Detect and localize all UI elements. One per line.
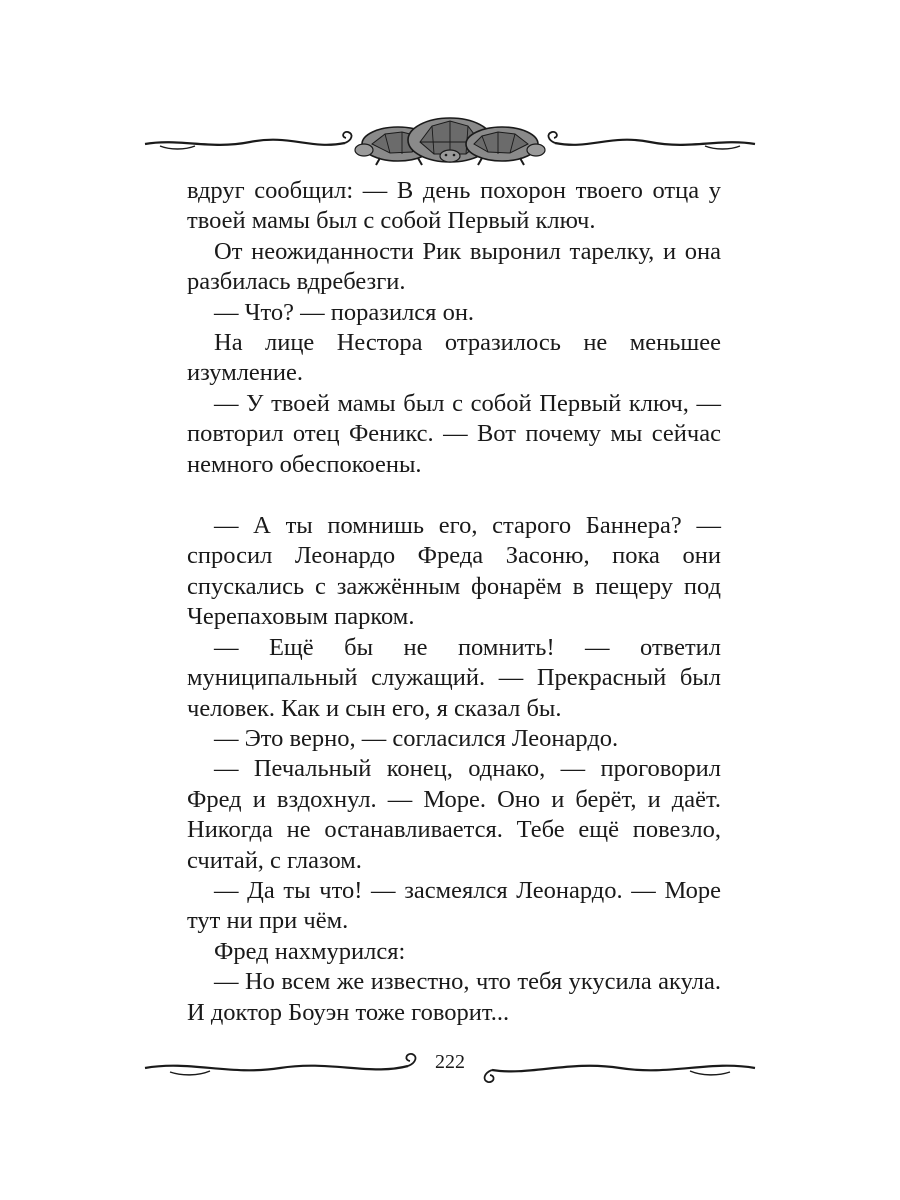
paragraph: — Но всем же известно, что тебя укусила акула. И доктор Боуэн тоже говорит... xyxy=(187,968,721,1026)
page-number: 222 xyxy=(435,1051,465,1073)
paragraph: Фред нахмурился: xyxy=(214,937,406,965)
turtle-right-icon xyxy=(466,127,545,165)
paragraph: — А ты помнишь его, старого Баннера? — спросил Леонардо Фреда Засоню, пока они спускались с зажжённым фонарём в пещеру под Черепаховым парком. xyxy=(187,512,721,631)
turtle-flourish-icon xyxy=(140,110,760,170)
paragraph: На лице Нестора отразилось не меньшее изумление. xyxy=(187,329,721,387)
paragraph: — У твоей мамы был с собой Первый ключ, — повторил отец Феникс. — Вот почему мы сейчас немного обеспокоены. xyxy=(187,389,721,478)
paragraph: От неожиданности Рик выронил тарелку, и она разбилась вдребезги. xyxy=(187,237,721,296)
paragraph: — Печальный конец, однако, — проговорил Фред и вздохнул. — Море. Оно и берёт, и даёт. Никогда не останавливается. Тебе ещё повезло, считай, с глазом. xyxy=(187,755,721,874)
paragraph: вдруг сообщил: — В день похорон твоего отца у твоей мамы был с собой Первый ключ. xyxy=(187,177,721,235)
paragraph: — Что? — поразился он. xyxy=(214,298,475,326)
page-footer xyxy=(140,1048,760,1088)
body-text xyxy=(187,176,721,1028)
paragraph: — Это верно, — согласился Леонардо. xyxy=(214,724,619,752)
section-break xyxy=(187,480,721,511)
paragraph: — Да ты что! — засмеялся Леонардо. — Море тут ни при чём. xyxy=(187,876,721,935)
paragraph: — Ещё бы не помнить! — ответил муниципальный служащий. — Прекрасный был человек. Как и сын его, я сказал бы. xyxy=(187,633,721,722)
